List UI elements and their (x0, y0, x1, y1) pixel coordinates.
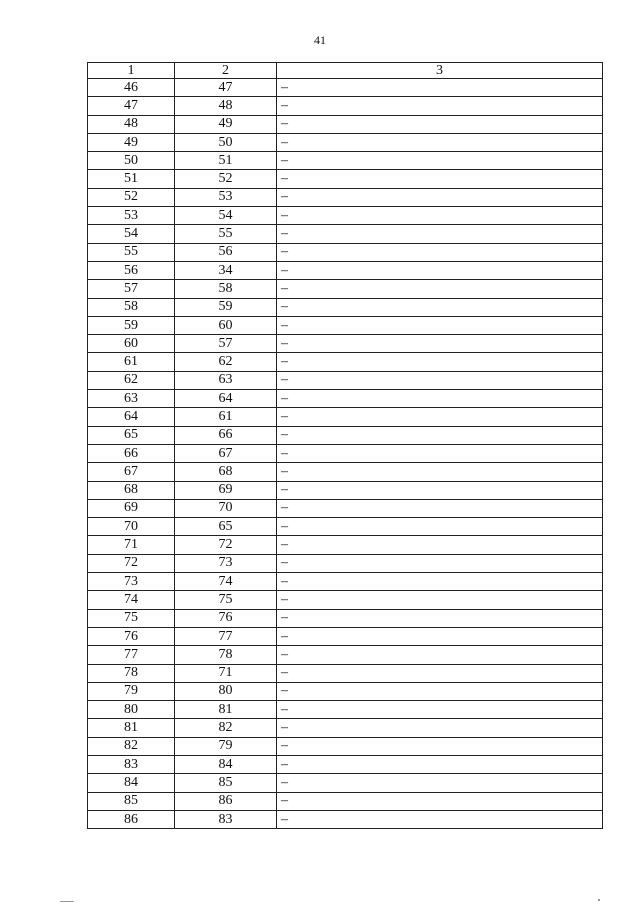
cell-col-3: – (277, 371, 603, 389)
cell-col-3: – (277, 426, 603, 444)
table-row (88, 298, 603, 316)
table-row (88, 444, 603, 462)
cell-col-3: – (277, 408, 603, 426)
cell-col-2: 69 (175, 481, 277, 499)
cell-col-1: 57 (88, 280, 175, 298)
cell-col-3: – (277, 170, 603, 188)
cell-col-1: 52 (88, 188, 175, 206)
cell-col-2: 60 (175, 316, 277, 334)
cell-col-1: 50 (88, 152, 175, 170)
cell-col-2: 76 (175, 609, 277, 627)
table-row (88, 591, 603, 609)
table-row (88, 115, 603, 133)
table-row (88, 225, 603, 243)
table-row (88, 371, 603, 389)
cell-col-2: 50 (175, 133, 277, 151)
cell-col-2: 58 (175, 280, 277, 298)
table-row (88, 609, 603, 627)
cell-col-3: – (277, 316, 603, 334)
cell-col-3: – (277, 225, 603, 243)
cell-col-1: 82 (88, 737, 175, 755)
cell-col-1: 76 (88, 627, 175, 645)
table-row (88, 133, 603, 151)
cell-col-1: 53 (88, 207, 175, 225)
table-row (88, 701, 603, 719)
cell-col-3: – (277, 573, 603, 591)
cell-col-2: 53 (175, 188, 277, 206)
table-row (88, 335, 603, 353)
cell-col-2: 85 (175, 774, 277, 792)
table-body (88, 79, 603, 829)
table-row (88, 481, 603, 499)
table-row (88, 152, 603, 170)
cell-col-2: 84 (175, 755, 277, 773)
cell-col-2: 81 (175, 701, 277, 719)
cell-col-2: 59 (175, 298, 277, 316)
cell-col-1: 51 (88, 170, 175, 188)
table-row (88, 573, 603, 591)
cell-col-2: 83 (175, 810, 277, 828)
cell-col-1: 64 (88, 408, 175, 426)
table-row (88, 774, 603, 792)
cell-col-3: – (277, 298, 603, 316)
cell-col-2: 55 (175, 225, 277, 243)
cell-col-3: – (277, 188, 603, 206)
column-header-1: 1 (88, 63, 175, 79)
cell-col-1: 46 (88, 79, 175, 97)
cell-col-2: 74 (175, 573, 277, 591)
table-row (88, 755, 603, 773)
cell-col-1: 54 (88, 225, 175, 243)
cell-col-1: 77 (88, 646, 175, 664)
table-row (88, 243, 603, 261)
page-number: 41 (314, 33, 326, 47)
cell-col-3: – (277, 481, 603, 499)
cell-col-1: 74 (88, 591, 175, 609)
header-row (88, 63, 603, 79)
cell-col-3: – (277, 701, 603, 719)
cell-col-1: 81 (88, 719, 175, 737)
table-row (88, 261, 603, 279)
data-table (87, 62, 603, 829)
cell-col-3: – (277, 536, 603, 554)
cell-col-1: 86 (88, 810, 175, 828)
cell-col-3: – (277, 152, 603, 170)
cell-col-1: 62 (88, 371, 175, 389)
cell-col-1: 72 (88, 554, 175, 572)
table-row (88, 518, 603, 536)
cell-col-1: 55 (88, 243, 175, 261)
table-row (88, 792, 603, 810)
table-row (88, 188, 603, 206)
cell-col-3: – (277, 609, 603, 627)
cell-col-2: 70 (175, 499, 277, 517)
cell-col-2: 54 (175, 207, 277, 225)
cell-col-3: – (277, 682, 603, 700)
cell-col-1: 84 (88, 774, 175, 792)
cell-col-1: 48 (88, 115, 175, 133)
table-row (88, 682, 603, 700)
cell-col-3: – (277, 335, 603, 353)
cell-col-2: 66 (175, 426, 277, 444)
column-header-2: 2 (175, 63, 277, 79)
cell-col-2: 80 (175, 682, 277, 700)
cell-col-1: 66 (88, 444, 175, 462)
cell-col-2: 47 (175, 79, 277, 97)
cell-col-2: 86 (175, 792, 277, 810)
cell-col-2: 82 (175, 719, 277, 737)
cell-col-3: – (277, 133, 603, 151)
cell-col-2: 73 (175, 554, 277, 572)
cell-col-3: – (277, 755, 603, 773)
cell-col-3: – (277, 353, 603, 371)
cell-col-3: – (277, 444, 603, 462)
cell-col-2: 61 (175, 408, 277, 426)
cell-col-3: – (277, 499, 603, 517)
scan-mark-right (598, 899, 600, 901)
column-header-3: 3 (277, 63, 603, 79)
cell-col-3: – (277, 280, 603, 298)
cell-col-3: – (277, 207, 603, 225)
cell-col-2: 71 (175, 664, 277, 682)
cell-col-2: 48 (175, 97, 277, 115)
cell-col-2: 65 (175, 518, 277, 536)
cell-col-1: 71 (88, 536, 175, 554)
cell-col-2: 67 (175, 444, 277, 462)
cell-col-1: 85 (88, 792, 175, 810)
cell-col-1: 70 (88, 518, 175, 536)
cell-col-2: 78 (175, 646, 277, 664)
table-row (88, 536, 603, 554)
cell-col-2: 77 (175, 627, 277, 645)
cell-col-1: 69 (88, 499, 175, 517)
cell-col-3: – (277, 390, 603, 408)
cell-col-3: – (277, 518, 603, 536)
cell-col-1: 56 (88, 261, 175, 279)
table-row (88, 390, 603, 408)
cell-col-3: – (277, 79, 603, 97)
cell-col-3: – (277, 627, 603, 645)
cell-col-2: 62 (175, 353, 277, 371)
cell-col-2: 51 (175, 152, 277, 170)
cell-col-3: – (277, 115, 603, 133)
cell-col-3: – (277, 591, 603, 609)
cell-col-1: 79 (88, 682, 175, 700)
cell-col-2: 79 (175, 737, 277, 755)
cell-col-1: 59 (88, 316, 175, 334)
cell-col-3: – (277, 646, 603, 664)
cell-col-1: 49 (88, 133, 175, 151)
table-row (88, 646, 603, 664)
table-row (88, 316, 603, 334)
table-row (88, 719, 603, 737)
table-row (88, 280, 603, 298)
cell-col-1: 83 (88, 755, 175, 773)
cell-col-2: 75 (175, 591, 277, 609)
cell-col-3: – (277, 810, 603, 828)
cell-col-2: 34 (175, 261, 277, 279)
cell-col-1: 68 (88, 481, 175, 499)
cell-col-2: 68 (175, 463, 277, 481)
cell-col-1: 47 (88, 97, 175, 115)
scan-mark-left (60, 901, 74, 902)
cell-col-2: 56 (175, 243, 277, 261)
cell-col-3: – (277, 261, 603, 279)
table-row (88, 664, 603, 682)
cell-col-3: – (277, 719, 603, 737)
table-row (88, 810, 603, 828)
cell-col-3: – (277, 463, 603, 481)
table-row (88, 207, 603, 225)
cell-col-3: – (277, 774, 603, 792)
cell-col-2: 63 (175, 371, 277, 389)
cell-col-3: – (277, 664, 603, 682)
cell-col-2: 49 (175, 115, 277, 133)
table-row (88, 79, 603, 97)
cell-col-1: 80 (88, 701, 175, 719)
cell-col-1: 75 (88, 609, 175, 627)
cell-col-3: – (277, 97, 603, 115)
table-row (88, 554, 603, 572)
table-row (88, 737, 603, 755)
cell-col-1: 63 (88, 390, 175, 408)
table-row (88, 408, 603, 426)
cell-col-1: 61 (88, 353, 175, 371)
table-row (88, 463, 603, 481)
cell-col-3: – (277, 737, 603, 755)
table-row (88, 353, 603, 371)
cell-col-3: – (277, 243, 603, 261)
cell-col-1: 78 (88, 664, 175, 682)
cell-col-3: – (277, 792, 603, 810)
cell-col-1: 58 (88, 298, 175, 316)
cell-col-1: 65 (88, 426, 175, 444)
cell-col-2: 64 (175, 390, 277, 408)
cell-col-1: 60 (88, 335, 175, 353)
table-row (88, 627, 603, 645)
cell-col-1: 67 (88, 463, 175, 481)
cell-col-2: 57 (175, 335, 277, 353)
cell-col-1: 73 (88, 573, 175, 591)
cell-col-3: – (277, 554, 603, 572)
cell-col-2: 72 (175, 536, 277, 554)
table-row (88, 499, 603, 517)
table-row (88, 426, 603, 444)
table-row (88, 170, 603, 188)
cell-col-2: 52 (175, 170, 277, 188)
table-row (88, 97, 603, 115)
